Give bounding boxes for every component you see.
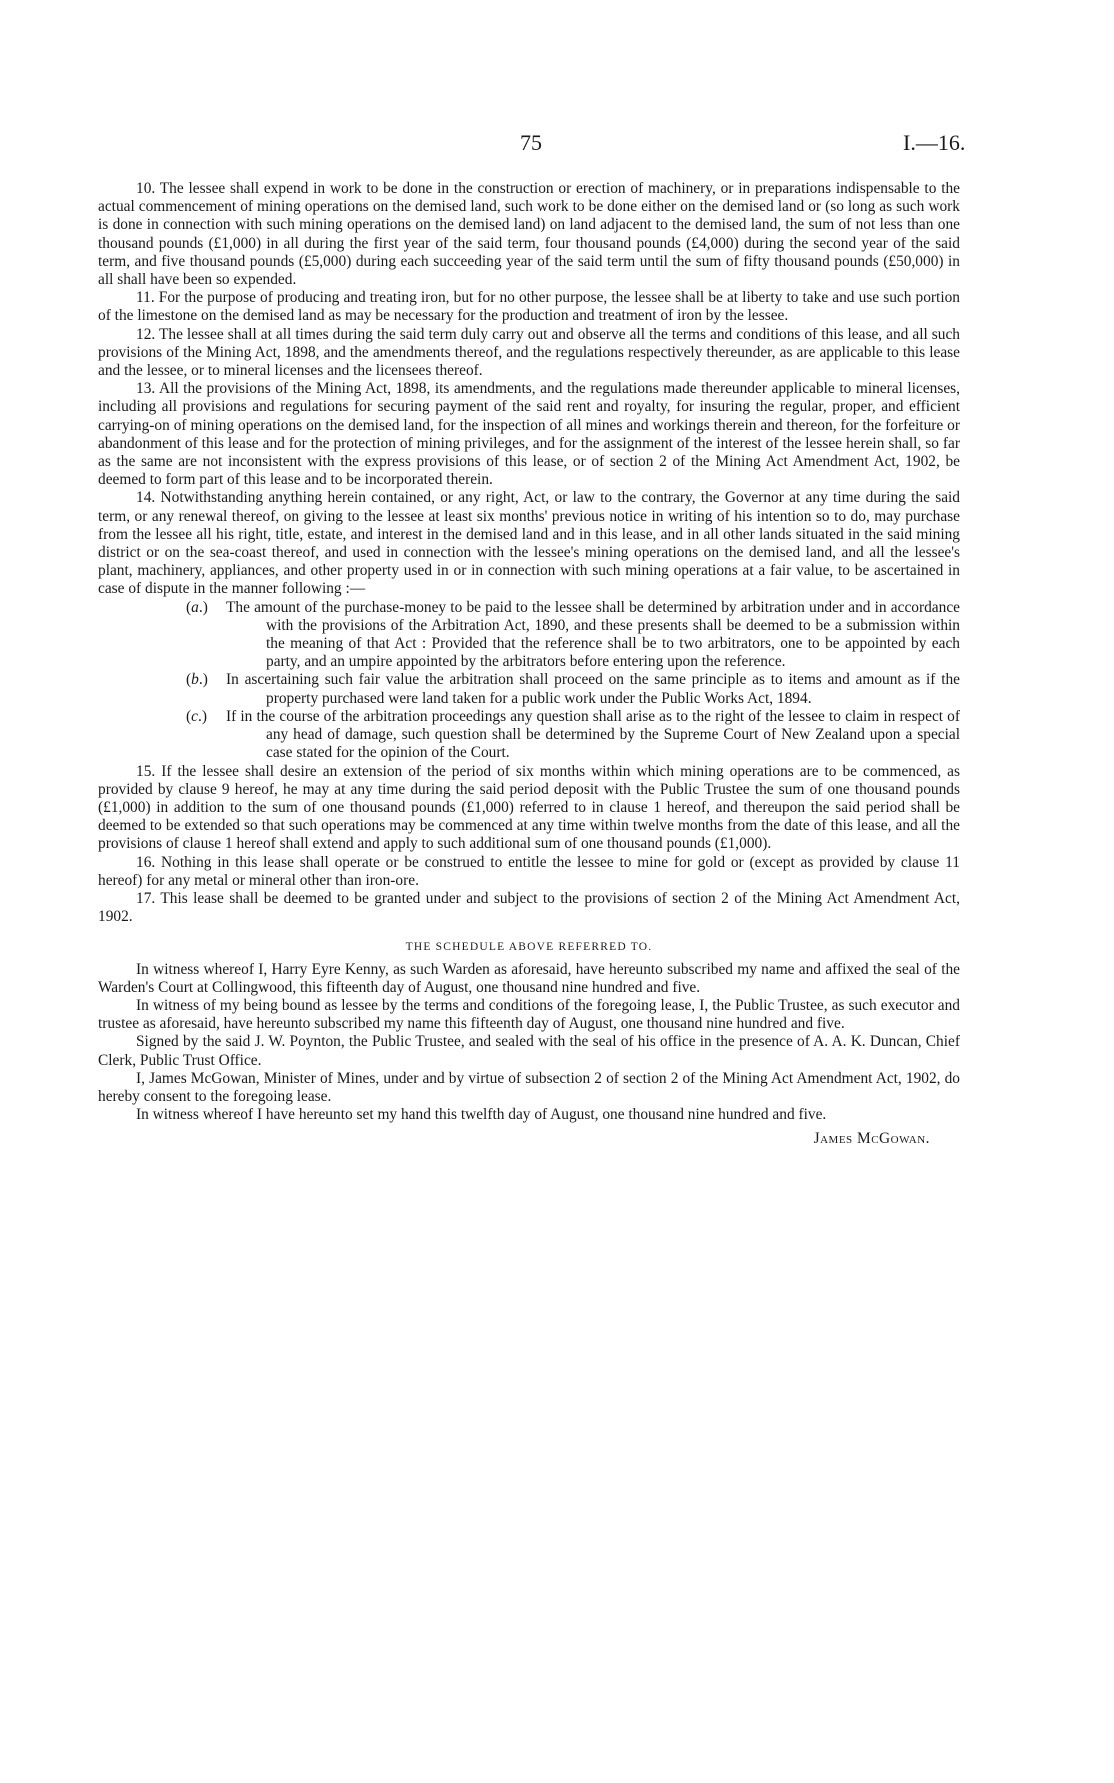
schedule-paragraph: In witness whereof I have hereunto set my hand this twelfth day of August, one thousand nine hundred and five.	[136, 1106, 827, 1124]
clause-17: 17. This lease shall be deemed to be granted under and subject to the provisions of section 2 of the Mining Act Amendment Act, 1902.	[98, 889, 960, 926]
schedule-paragraph: I, James McGowan, Minister of Mines, under and by virtue of subsection 2 of section 2 of the Mining Act Amendment Act, 1902, do hereby consent to the foregoing lease.	[98, 1069, 960, 1105]
item-b-text: In ascertaining such fair value the arbitration shall proceed on the same principle as to items and amount as if the property purchased were land taken for a public work under the Public Works Act, 1894.	[226, 671, 960, 707]
clause-16: 16. Nothing in this lease shall operate or be construed to entitle the lessee to mine for gold or (except as provided by clause 11 hereof) for any metal or mineral other than iron-ore.	[98, 853, 960, 889]
document-reference: I.—16.	[903, 130, 966, 155]
schedule-paragraph: In witness of my being bound as lessee by the terms and conditions of the foregoing lease, I, the Public Trustee, as such executor and trustee as aforesaid, have hereunto subscribed my name this fifteenth day of August, one thousand nine hundred and five.	[98, 996, 960, 1033]
item-c-text: If in the course of the arbitration proceedings any question shall arise as to the right of the lessee to claim in respect of any head of damage, such question shall be determined by the Supreme Court of New Zealand upon a special case stated for the opinion of the Court.	[226, 707, 960, 762]
schedule-heading: THE SCHEDULE ABOVE REFERRED TO.	[405, 941, 653, 954]
clause-12: 12. The lessee shall at all times during the said term duly carry out and observe all the terms and conditions of this lease, and all such provisions of the Mining Act, 1898, and the amendments thereof, and the regulations respectively thereunder, as are applicable to this lease and the lessee, or to mineral licenses and the licensees thereof.	[98, 325, 960, 380]
clause-10: 10. The lessee shall expend in work to be done in the construction or erection of machinery, or in preparations indispensable to the actual commencement of mining operations on the demised land, such work to be done either on the demised land or (so long as such work is done in connection with such mining operations on the demised land) on land adjacent to the demised land, the sum of not less than one thousand pounds (£1,000) in all during the first year of the said term, four thousand pounds (£4,000) during the second year of the said term, and five thousand pounds (£5,000) during each succeeding year of the said term until the sum of fifty thousand pounds (£50,000) in all shall have been so expended.	[98, 180, 960, 289]
item-b-label: b	[191, 671, 199, 689]
item-a-label: a	[191, 598, 199, 616]
item-c-label: c	[191, 707, 198, 725]
clause-15: 15. If the lessee shall desire an extension of the period of six months within which mining operations are to be commenced, as provided by clause 9 hereof, he may at any time during the said period deposit with the Public Trustee the sum of one thousand pounds (£1,000) in addition to the sum of one thousand pounds (£1,000) referred to in clause 1 hereof, and thereupon the said period shall be deemed to be extended so that such operations may be commenced at any time within twelve months from the date of this lease, and all the provisions of clause 1 hereof shall extend and apply to such additional sum of one thousand pounds (£1,000).	[98, 762, 960, 853]
document-body	[98, 180, 960, 1149]
item-a-text: The amount of the purchase-money to be paid to the lessee shall be determined by arbitration under and in accordance with the provisions of the Arbitration Act, 1890, and these presents shall be deemed to be a submission within the meaning of that Act : Provided that the reference shall be to two arbitrators, one to be appointed by each party, and an umpire appointed by the arbitrators before entering upon the reference.	[226, 598, 960, 671]
clause-14-item-b: (b.) In ascertaining such fair value the arbitration shall proceed on the same principle as to items and amount as if the property purchased were land taken for a public work under the Public Works Act, 1894.	[186, 671, 960, 707]
clause-13: 13. All the provisions of the Mining Act, 1898, its amendments, and the regulations made thereunder applicable to mineral licenses, including all provisions and regulations for securing payment of the said rent and royalty, for insuring the regular, proper, and efficient carrying-on of mining operations on the demised land, for the inspection of all mines and workings therein and thereon, for the forfeiture or abandonment of this lease and for the protection of mining privileges, and for the assignment of the interest of the lessee herein shall, so far as the same are not inconsistent with the express provisions of this lease, or of section 2 of the Mining Act Amendment Act, 1902, be deemed to form part of this lease and to be incorporated therein.	[98, 380, 960, 489]
page-number: 75	[520, 130, 542, 155]
clause-14-item-a: (a.) The amount of the purchase-money to be paid to the lessee shall be determined by arbitration under and in accordance with the provisions of the Arbitration Act, 1890, and these presents shall be deemed to be a submission within the meaning of that Act : Provided that the reference shall be to two arbitrators, one to be appointed by each party, and an umpire appointed by the arbitrators before entering upon the reference.	[186, 598, 960, 671]
clause-11: 11. For the purpose of producing and treating iron, but for no other purpose, the lessee shall be at liberty to take and use such portion of the limestone on the demised land as may be necessary for the production and treatment of iron by the lessee.	[98, 289, 960, 325]
clause-14-item-c: (c.) If in the course of the arbitration proceedings any question shall arise as to the right of the lessee to claim in respect of any head of damage, such question shall be determined by the Supreme Court of New Zealand upon a special case stated for the opinion of the Court.	[186, 707, 960, 762]
schedule-paragraph: In witness whereof I, Harry Eyre Kenny, as such Warden as aforesaid, have hereunto subscribed my name and affixed the seal of the Warden's Court at Collingwood, this fifteenth day of August, one thousand nine hundred and five.	[98, 960, 960, 996]
schedule-paragraph: Signed by the said J. W. Poynton, the Public Trustee, and sealed with the seal of his office in the presence of A. A. K. Duncan, Chief Clerk, Public Trust Office.	[98, 1033, 960, 1069]
clause-14: 14. Notwithstanding anything herein contained, or any right, Act, or law to the contrary, the Governor at any time during the said term, or any renewal thereof, on giving to the lessee at least six months' previous notice in writing of his intention so to do, may purchase from the lessee all his right, title, estate, and interest in the demised land and in this lease, and in all other lands situated in the said mining district or on the sea-coast thereof, and used in connection with the lessee's mining operations on the demised land, and all the lessee's plant, machinery, appliances, and other property used in or in connection with such mining operations at a fair value, to be ascertained in case of dispute in the manner following :—	[98, 489, 960, 598]
signature: James McGowan.	[813, 1130, 930, 1148]
